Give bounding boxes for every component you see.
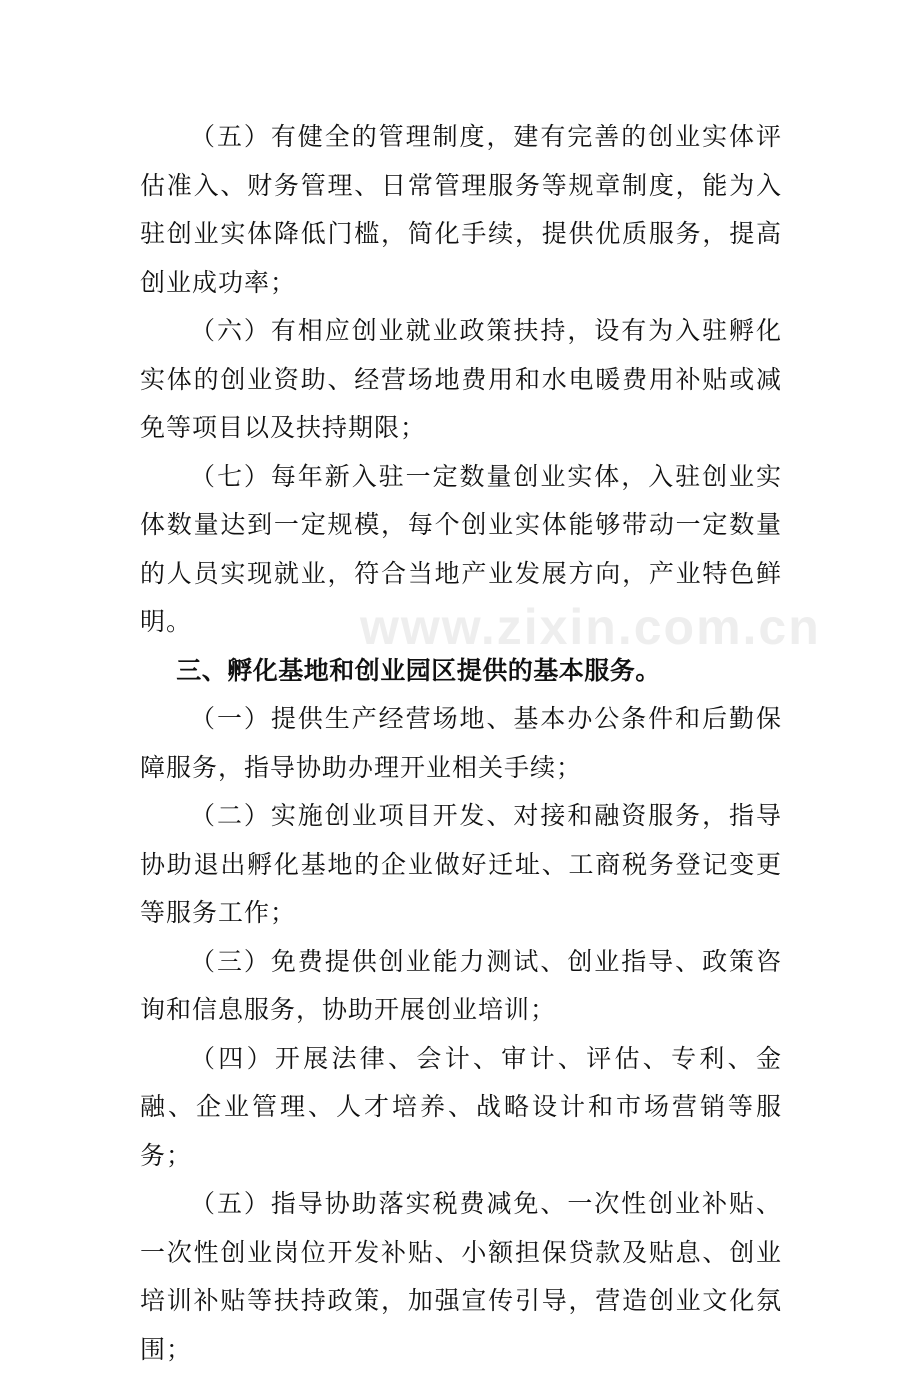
- paragraph-service-5: （五）指导协助落实税费减免、一次性创业补贴、一次性创业岗位开发补贴、小额担保贷款及贴息、创业培训补贴等扶持政策，加强宣传引导，营造创业文化氛围；: [140, 1189, 782, 1364]
- paragraph-service-1: （一）提供生产经营场地、基本办公条件和后勤保障服务，指导协助办理开业相关手续；: [140, 704, 782, 782]
- paragraph-service-2: （二）实施创业项目开发、对接和融资服务，指导协助退出孵化基地的企业做好迁址、工商税务登记变更等服务工作；: [140, 801, 782, 927]
- paragraph-service-3: （三）免费提供创业能力测试、创业指导、政策咨询和信息服务，协助开展创业培训；: [140, 946, 782, 1024]
- paragraph-item-7-scale: （七）每年新入驻一定数量创业实体，入驻创业实体数量达到一定规模，每个创业实体能够带动一定数量的人员实现就业，符合当地产业发展方向，产业特色鲜明。: [140, 461, 782, 636]
- paragraph-item-5-management: （五）有健全的管理制度，建有完善的创业实体评估准入、财务管理、日常管理服务等规章制度，能为入驻创业实体降低门槛，简化手续，提供优质服务，提高创业成功率；: [140, 122, 782, 297]
- document-body: [140, 113, 782, 1374]
- paragraph-service-4: （四）开展法律、会计、审计、评估、专利、金融、企业管理、人才培养、战略设计和市场营销等服务；: [140, 1043, 782, 1170]
- site-watermark: www.zixin.com.cn: [360, 599, 821, 655]
- paragraph-item-6-policy-support: （六）有相应创业就业政策扶持，设有为入驻孵化实体的创业资助、经营场地费用和水电暖费用补贴或减免等项目以及扶持期限；: [140, 316, 782, 442]
- section-heading-basic-services: 三、孵化基地和创业园区提供的基本服务。: [176, 655, 661, 685]
